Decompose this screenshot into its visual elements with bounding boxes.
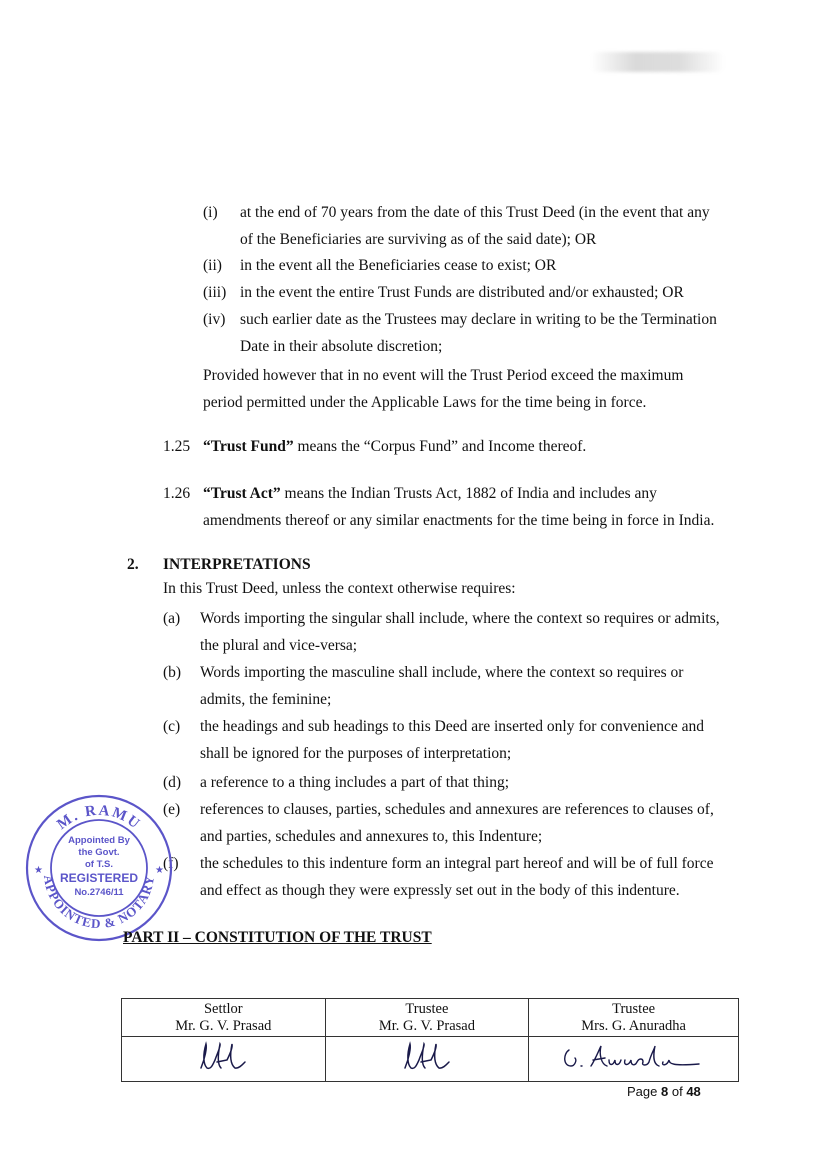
list-marker: (ii) bbox=[203, 257, 222, 274]
list-marker: (c) bbox=[163, 718, 181, 735]
stamp-number: No.2746/11 bbox=[74, 887, 124, 898]
stamp-line-3: of T.S. bbox=[85, 859, 113, 870]
page-number bbox=[627, 1084, 701, 1099]
list-item-text: references to clauses, parties, schedules and annexures are references to clauses of, bbox=[200, 801, 714, 818]
signatory-name: Mrs. G. Anuradha bbox=[581, 1017, 686, 1034]
section-heading: INTERPRETATIONS bbox=[163, 556, 311, 573]
signatory-role: Settlor bbox=[203, 1000, 243, 1017]
signatory-role: Trustee bbox=[405, 1000, 449, 1017]
definition-body: means the “Corpus Fund” and Income thereof. bbox=[293, 438, 587, 455]
svg-text:★: ★ bbox=[34, 865, 43, 876]
signature-icon bbox=[193, 1040, 253, 1074]
stamp-seal-icon bbox=[24, 793, 174, 943]
signatory-header-trustee-2 bbox=[529, 999, 739, 1037]
signature-table bbox=[121, 998, 739, 1082]
list-item-text: the schedules to this indenture form an integral part hereof and will be of full force bbox=[200, 855, 714, 872]
page-of: of bbox=[671, 1084, 683, 1099]
svg-text:★: ★ bbox=[155, 865, 164, 876]
definition-text bbox=[203, 437, 586, 457]
stamp-name: M. RAMU bbox=[54, 802, 144, 834]
signature-icon bbox=[397, 1040, 457, 1074]
list-item-text: shall be ignored for the purposes of interpretation; bbox=[200, 745, 512, 762]
signature-cell bbox=[122, 1037, 326, 1082]
list-marker: (d) bbox=[163, 774, 182, 791]
page-label: Page bbox=[627, 1084, 658, 1099]
definition-text bbox=[203, 484, 657, 504]
defined-term: “Trust Fund” bbox=[203, 438, 294, 455]
definition-text: amendments thereof or any similar enactments for the time being in force in India. bbox=[203, 512, 715, 529]
signature-cell bbox=[529, 1037, 739, 1082]
signature-icon bbox=[559, 1040, 709, 1074]
clause-number: 1.25 bbox=[163, 438, 191, 455]
signature-cell bbox=[325, 1037, 529, 1082]
list-item-text: such earlier date as the Trustees may declare in writing to be the Termination bbox=[240, 311, 717, 328]
list-marker: (a) bbox=[163, 610, 181, 627]
list-item-text: Date in their absolute discretion; bbox=[240, 338, 443, 355]
notary-stamp bbox=[24, 793, 174, 943]
list-item-text: in the event the entire Trust Funds are distributed and/or exhausted; OR bbox=[240, 284, 684, 301]
list-item-text: and effect as though they were expressly set out in the body of this indenture. bbox=[200, 882, 680, 899]
list-marker: (iv) bbox=[203, 311, 226, 328]
list-marker: (i) bbox=[203, 204, 218, 221]
signatory-name: Mr. G. V. Prasad bbox=[378, 1017, 475, 1034]
current-page: 8 bbox=[661, 1084, 669, 1099]
list-item-text: and parties, schedules and annexures to, this Indenture; bbox=[200, 828, 543, 845]
list-item-text: in the event all the Beneficiaries cease to exist; OR bbox=[240, 257, 557, 274]
defined-term: “Trust Act” bbox=[203, 485, 281, 502]
clause-number: 1.26 bbox=[163, 485, 191, 502]
proviso-text: period permitted under the Applicable Laws for the time being in force. bbox=[203, 394, 647, 411]
definition-body: means the Indian Trusts Act, 1882 of India and includes any bbox=[280, 485, 657, 502]
signatory-header-trustee-1 bbox=[325, 999, 529, 1037]
signatory-role: Trustee bbox=[612, 1000, 656, 1017]
scan-smudge bbox=[590, 52, 725, 72]
section-number: 2. bbox=[127, 556, 139, 573]
list-item-text: the headings and sub headings to this Deed are inserted only for convenience and bbox=[200, 718, 705, 735]
signatory-name: Mr. G. V. Prasad bbox=[175, 1017, 272, 1034]
list-item-text: a reference to a thing includes a part of that thing; bbox=[200, 774, 510, 791]
list-marker: (f) bbox=[163, 855, 179, 872]
list-item-text: the plural and vice-versa; bbox=[200, 637, 358, 654]
list-marker: (iii) bbox=[203, 284, 227, 301]
svg-text:M. RAMU bbox=[54, 803, 143, 833]
list-item-text: at the end of 70 years from the date of this Trust Deed (in the event that any bbox=[240, 204, 710, 221]
stamp-registered: REGISTERED bbox=[59, 871, 139, 885]
list-item-text: Words importing the singular shall include, where the context so requires or admits, bbox=[200, 610, 720, 627]
list-item-text: admits, the feminine; bbox=[200, 691, 332, 708]
stamp-bottom-text: APPOINTED & NOTARY bbox=[40, 874, 158, 932]
section-intro: In this Trust Deed, unless the context otherwise requires: bbox=[163, 580, 516, 597]
table-row bbox=[122, 999, 739, 1037]
list-item-text: Words importing the masculine shall include, where the context so requires or bbox=[200, 664, 684, 681]
list-marker: (b) bbox=[163, 664, 182, 681]
table-row bbox=[122, 1037, 739, 1082]
list-item-text: of the Beneficiaries are surviving as of the said date); OR bbox=[240, 231, 597, 248]
stamp-line-2: the Govt. bbox=[78, 847, 120, 858]
list-marker: (e) bbox=[163, 801, 181, 818]
proviso-text: Provided however that in no event will the Trust Period exceed the maximum bbox=[203, 367, 684, 384]
stamp-line-1: Appointed By bbox=[68, 835, 130, 846]
part-heading: PART II – CONSTITUTION OF THE TRUST bbox=[123, 929, 432, 946]
total-pages: 48 bbox=[686, 1084, 701, 1099]
signatory-header-settlor bbox=[122, 999, 326, 1037]
